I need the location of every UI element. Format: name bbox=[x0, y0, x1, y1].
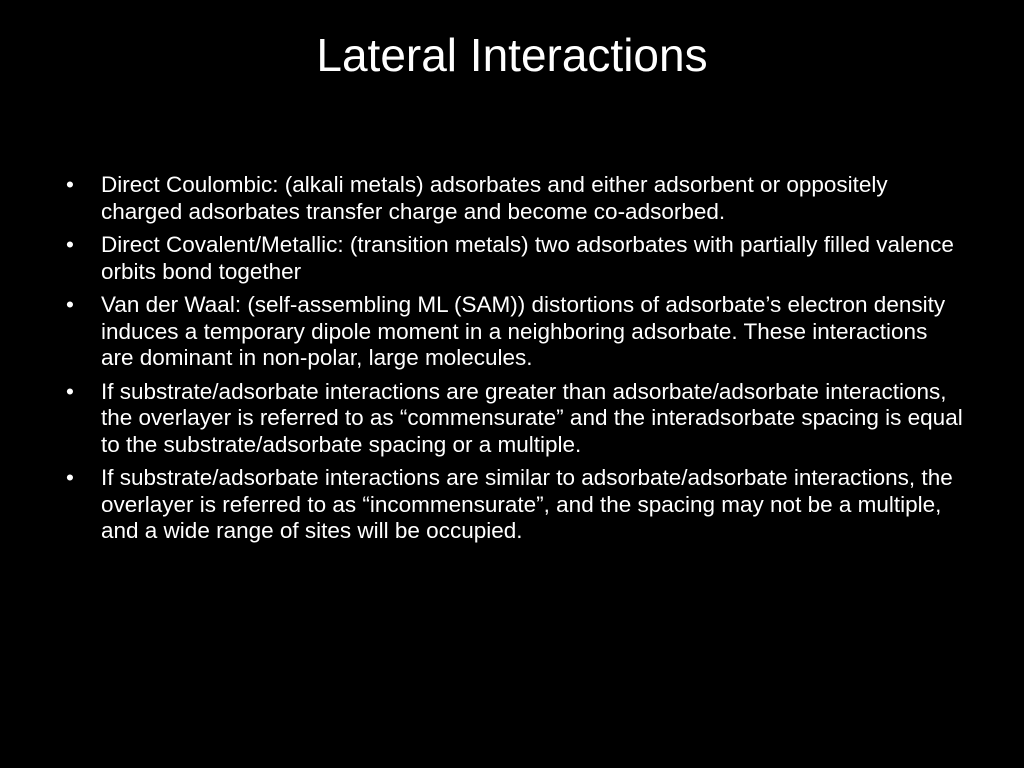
bullet-text: If substrate/adsorbate interactions are greater than adsorbate/adsorbate interactions, the overlayer is referred to as “commensurate” and the interadsorbate spacing is equal to the substrate/adsorbate spacing or a multiple. bbox=[101, 378, 963, 457]
bullet-marker: • bbox=[66, 292, 74, 317]
bullet-text: Direct Coulombic: (alkali metals) adsorbates and either adsorbent or oppositely charged adsorbates transfer charge and become co-adsorbed. bbox=[101, 172, 888, 224]
bullet-marker: • bbox=[66, 465, 74, 490]
bullet-item-direct-coulombic bbox=[60, 172, 965, 225]
bullet-marker: • bbox=[66, 172, 74, 197]
bullet-list bbox=[60, 172, 965, 552]
bullet-item-incommensurate bbox=[60, 465, 965, 545]
bullet-marker: • bbox=[66, 232, 74, 257]
bullet-item-direct-covalent-metallic bbox=[60, 232, 965, 285]
slide-title: Lateral Interactions bbox=[316, 29, 708, 81]
bullet-marker: • bbox=[66, 378, 74, 404]
bullet-item-van-der-waal bbox=[60, 292, 965, 372]
bullet-text: Van der Waal: (self-assembling ML (SAM)) distortions of adsorbate’s electron density induces a temporary dipole moment in a neighboring adsorbate. These interactions are dominant in non-polar, large molecules. bbox=[101, 292, 946, 370]
bullet-item-commensurate bbox=[60, 379, 965, 459]
bullet-text: Direct Covalent/Metallic: (transition metals) two adsorbates with partially filled valence orbits bond together bbox=[101, 232, 954, 284]
bullet-text: If substrate/adsorbate interactions are similar to adsorbate/adsorbate interactions, the overlayer is referred to as “incommensurate”, and the spacing may not be a multiple, and a wide range of sites will be occupied. bbox=[101, 465, 953, 543]
